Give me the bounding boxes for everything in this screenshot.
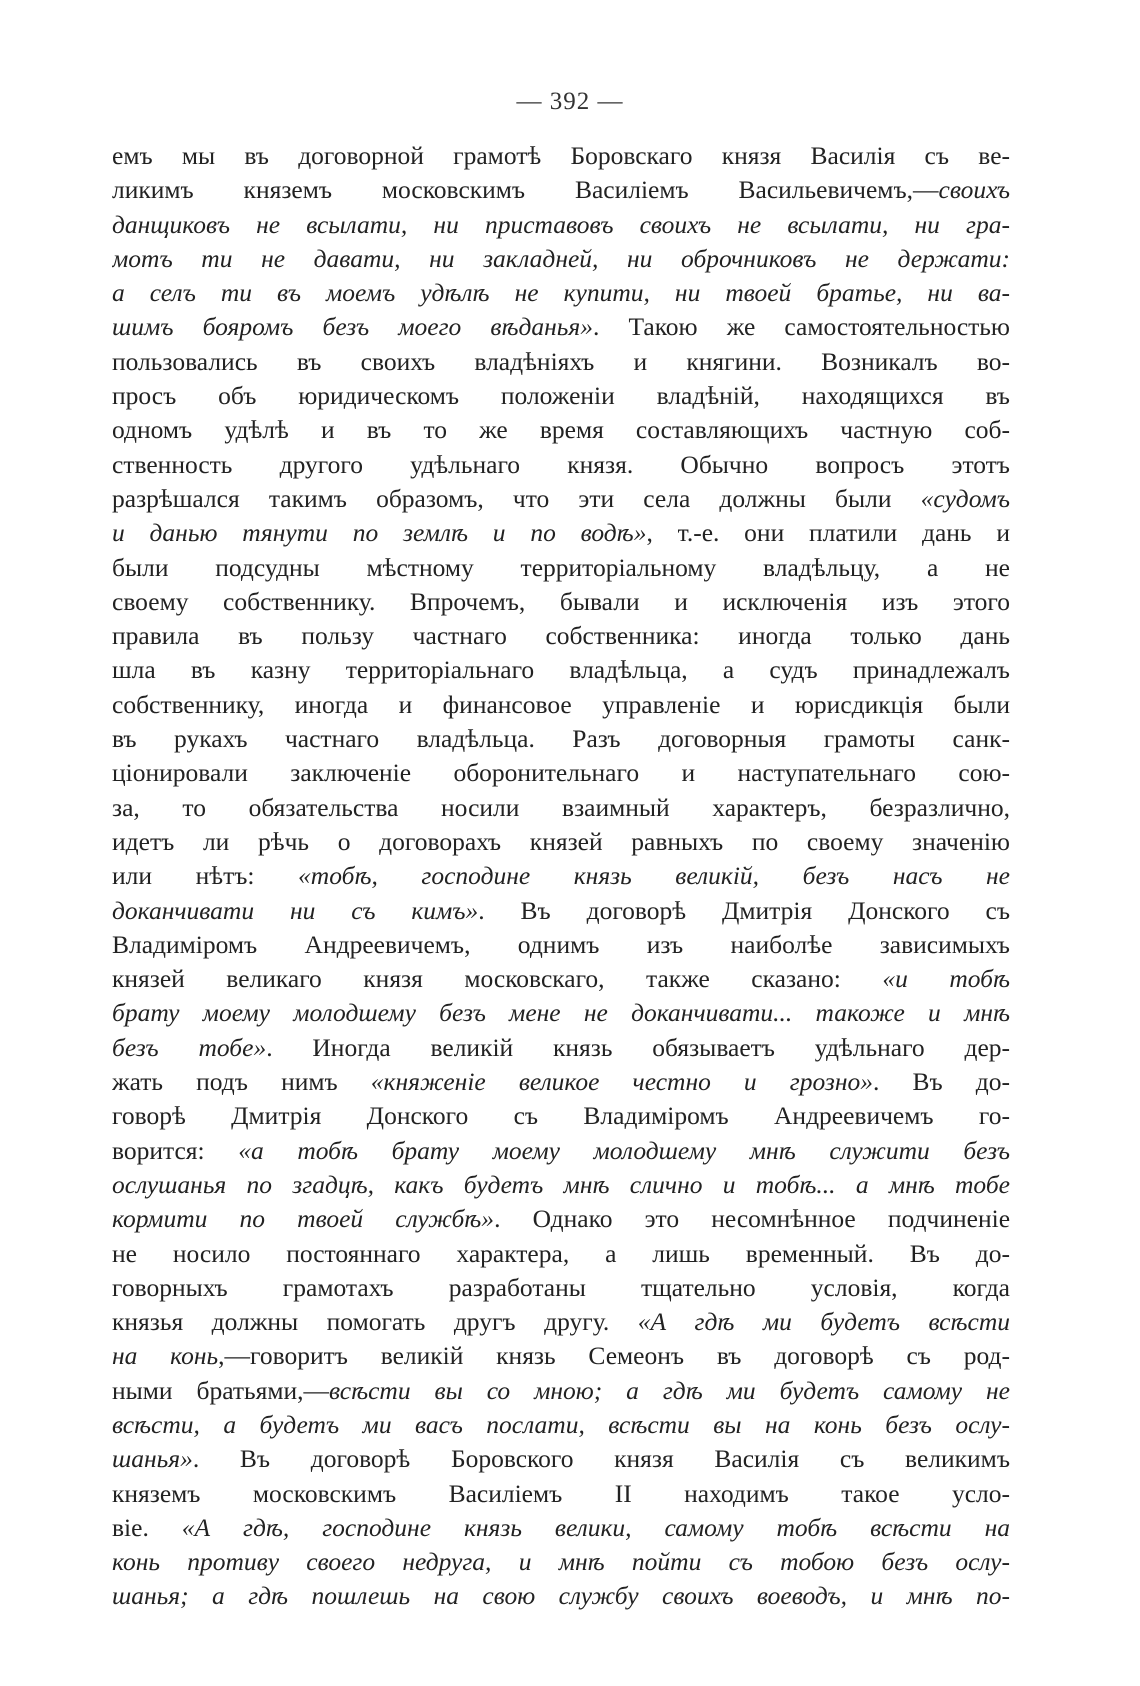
quoted-text: данщиковъ не всылати, ни приставовъ своихъ не всылати, ни гра- (112, 209, 1010, 239)
text-segment: . Въ до- (873, 1067, 1010, 1097)
text-segment: своему собственнику. Впрочемъ, бывали и исключенія изъ этого (112, 586, 1010, 616)
text-segment: собственнику, иногда и финансовое управленіе и юрисдикція были (112, 689, 1010, 719)
text-line (112, 619, 1010, 653)
text-segment: были подсудны мѣстному территоріальному владѣльцу, а не (112, 552, 1010, 582)
text-segment: пользовались въ своихъ владѣніяхъ и княгини. Возникалъ во- (112, 346, 1010, 376)
text-line (112, 722, 1010, 756)
text-segment: одномъ удѣлѣ и въ то же время составляющихъ частную соб- (112, 415, 1010, 445)
text-line (112, 1099, 1010, 1133)
text-line (112, 551, 1010, 585)
text-segment: за, то обязательства носили взаимный характеръ, безразлично, (112, 792, 1010, 822)
quoted-text: на конь (112, 1341, 219, 1371)
quoted-text: «княженіе великое честно и грозно» (370, 1067, 873, 1097)
text-line (112, 1031, 1010, 1065)
text-segment: віе. (112, 1512, 182, 1542)
quoted-text: шимъ бояромъ безъ моего вѣданья» (112, 312, 593, 342)
quoted-text: шанья; а гдѣ пошлешь на свою службу своихъ воеводъ, и мнѣ по- (112, 1581, 1010, 1611)
text-segment: просъ объ юридическомъ положеніи владѣній, находящихся въ (112, 381, 1010, 411)
quoted-text: «А гдѣ ми будетъ всѣсти (637, 1307, 1010, 1337)
text-line (112, 859, 1010, 893)
text-segment: княземъ московскимъ Василіемъ II находимъ такое усло- (112, 1478, 1010, 1508)
text-line (112, 1271, 1010, 1305)
text-segment: . Въ договорѣ Дмитрія Донского съ (478, 895, 1010, 925)
quoted-text: «судомъ (920, 483, 1010, 513)
quoted-text: мотъ ти не давати, ни закладней, ни оброчниковъ не держати: (112, 243, 1010, 273)
text-segment: или нѣтъ: (112, 861, 299, 891)
text-segment: не носило постояннаго характера, а лишь временный. Въ до- (112, 1238, 1010, 1268)
page-number: — 392 — (516, 88, 624, 115)
text-line (112, 1339, 1010, 1373)
text-line (112, 1442, 1010, 1476)
text-segment: ственность другого удѣльнаго князя. Обычно вопросъ этотъ (112, 449, 1010, 479)
quoted-text: всѣсти вы со мною; а гдѣ ми будетъ самому не (329, 1375, 1010, 1405)
quoted-text: ослушанья по згадцѣ, какъ будетъ мнѣ слично и тобѣ... а мнѣ тобе (112, 1169, 1010, 1199)
text-line (112, 173, 1010, 207)
text-line (112, 482, 1010, 516)
text-segment: ,—говоритъ великій князь Семеонъ въ договорѣ съ род- (218, 1341, 1010, 1371)
text-segment: . Иногда великій князь обязываетъ удѣльнаго дер- (266, 1032, 1010, 1062)
quoted-text: а селъ ти въ моемъ удѣлѣ не купити, ни твоей братье, ни ва- (112, 278, 1010, 308)
text-line (112, 310, 1010, 344)
quoted-text: доканчивати ни съ кимъ» (112, 895, 479, 925)
text-line (112, 791, 1010, 825)
text-line (112, 1202, 1010, 1236)
text-line (112, 1408, 1010, 1442)
text-line (112, 1374, 1010, 1408)
text-segment: . Въ договорѣ Боровского князя Василія съ великимъ (192, 1444, 1010, 1474)
text-line (112, 448, 1010, 482)
quoted-text: всѣсти, а будетъ ми васъ послати, всѣсти вы на конь безъ ослу- (112, 1409, 1010, 1439)
quoted-text: своихъ (938, 175, 1010, 205)
text-segment: князья должны помогать другъ другу. (112, 1307, 638, 1337)
text-line (112, 653, 1010, 687)
text-segment: идетъ ли рѣчь о договорахъ князей равныхъ по своему значенію (112, 826, 1010, 856)
text-segment: жать подъ нимъ (112, 1067, 371, 1097)
quoted-text: и данью тянути по землѣ и по водѣ» (112, 518, 647, 548)
quoted-text: «и тобѣ (882, 964, 1010, 994)
text-segment: разрѣшался такимъ образомъ, что эти села должны были (112, 483, 921, 513)
text-segment: шла въ казну территоріальнаго владѣльца, а судъ принадлежалъ (112, 655, 1010, 685)
text-line (112, 1579, 1010, 1613)
text-segment: ными братьями,— (112, 1375, 330, 1405)
text-line (112, 996, 1010, 1030)
text-line (112, 1237, 1010, 1271)
text-line (112, 756, 1010, 790)
text-line (112, 894, 1010, 928)
quoted-text: безъ тобе» (112, 1032, 267, 1062)
quoted-text: конь противу своего недруга, и мнѣ пойти съ тобою безъ ослу- (112, 1547, 1010, 1577)
quoted-text: «А гдѣ, господине князь велики, самому тобѣ всѣсти на (181, 1512, 1010, 1542)
text-line (112, 516, 1010, 550)
text-line (112, 962, 1010, 996)
text-line (112, 345, 1010, 379)
text-line (112, 1305, 1010, 1339)
text-segment: , т.-е. они платили дань и (646, 518, 1010, 548)
quoted-text: кормити по твоей службѣ» (112, 1204, 495, 1234)
text-segment: говорныхъ грамотахъ разработаны тщательно условія, когда (112, 1272, 1010, 1302)
text-line (112, 1545, 1010, 1579)
text-line (112, 1168, 1010, 1202)
text-line (112, 1134, 1010, 1168)
text-line (112, 688, 1010, 722)
text-line (112, 928, 1010, 962)
body-text (112, 139, 1010, 1614)
text-segment: князей великаго князя московскаго, также сказано: (112, 964, 883, 994)
text-line (112, 276, 1010, 310)
text-line (112, 825, 1010, 859)
text-segment: Владиміромъ Андреевичемъ, однимъ изъ наиболѣе зависимыхъ (112, 929, 1010, 959)
text-segment: ціонировали заключеніе оборонительнаго и наступательнаго сою- (112, 758, 1010, 788)
text-segment: . Однако это несомнѣнное подчиненіе (494, 1204, 1010, 1234)
text-line (112, 1065, 1010, 1099)
text-line (112, 585, 1010, 619)
text-segment: говорѣ Дмитрія Донского съ Владиміромъ Андреевичемъ го- (112, 1101, 1010, 1131)
text-segment: ликимъ княземъ московскимъ Василіемъ Васильевичемъ,— (112, 175, 939, 205)
text-segment: . Такою же самостоятельностью (592, 312, 1010, 342)
text-line (112, 1477, 1010, 1511)
text-segment: въ рукахъ частнаго владѣльца. Разъ договорныя грамоты санк- (112, 724, 1010, 754)
text-line (112, 208, 1010, 242)
text-line (112, 413, 1010, 447)
quoted-text: шанья» (112, 1444, 193, 1474)
text-line (112, 139, 1010, 173)
quoted-text: брату моему молодшему безъ мене не доканчивати... такоже и мнѣ (112, 998, 1010, 1028)
quoted-text: «тобѣ, господине князь великій, безъ насъ не (298, 861, 1010, 891)
text-segment: ворится: (112, 1135, 239, 1165)
quoted-text: «а тобѣ брату моему молодшему мнѣ служити безъ (238, 1135, 1010, 1165)
text-line (112, 1511, 1010, 1545)
text-line (112, 379, 1010, 413)
text-line (112, 242, 1010, 276)
text-segment: емъ мы въ договорной грамотѣ Боровскаго князя Василія съ ве- (112, 141, 1010, 170)
text-segment: правила въ пользу частнаго собственника: иногда только дань (112, 621, 1010, 651)
